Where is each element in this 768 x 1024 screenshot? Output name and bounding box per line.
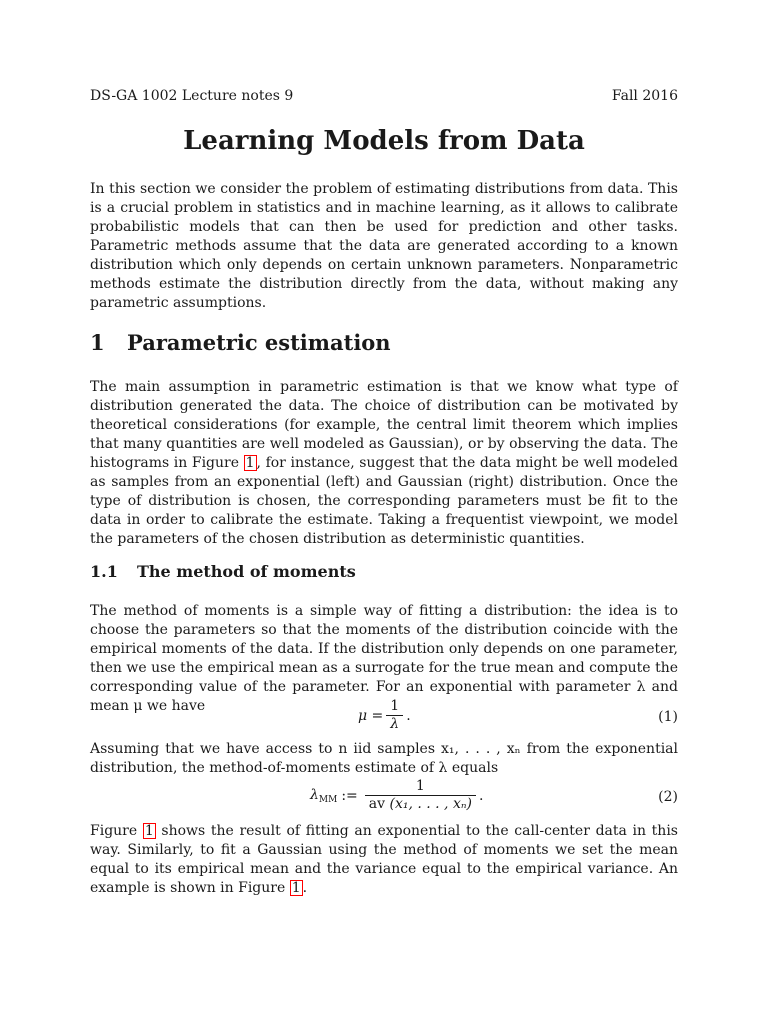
section-title: Parametric estimation [127, 330, 391, 355]
section-paragraph [90, 378, 678, 549]
eq2-trail: . [479, 787, 484, 804]
eq1-lhs: μ = [358, 707, 384, 724]
fitting-text-suffix: . [302, 880, 308, 896]
eq2-lhs-symbol: λ [310, 786, 319, 803]
intro-paragraph: In this section we consider the problem of estimating distributions from data. This is a crucial problem in statistics and in machine learning, as it allows to calibrate probabilistic models that can then be used for prediction and other tasks. Parametric methods assume that the data are generated according to a known distribution which only depends on certain unknown parameters. Nonparametric methods estimate the distribution directly from the data, without making any parametric assumptions. [90, 181, 678, 311]
section-heading [90, 330, 391, 355]
eq2-denominator [365, 795, 476, 813]
eq2-den-args: (x₁, . . . , xₙ) [389, 796, 472, 812]
equation-1-body [358, 698, 411, 733]
equation-2 [90, 778, 678, 818]
equation-2-body [310, 778, 483, 813]
subsection-number: 1.1 [90, 562, 118, 581]
moments-paragraph: The method of moments is a simple way of fitting a distribution: the idea is to choose the parameters so that the moments of the distribution coincide with the empirical moments of the data. If the distribution only depends on one parameter, then we use the empirical mean as a surrogate for the true mean and compute the corresponding value of the parameter. For an exponential with parameter λ and mean μ we have [90, 603, 678, 714]
eq2-numerator: 1 [415, 778, 425, 794]
eq2-assign: := [341, 787, 358, 804]
equation-1-number: (1) [658, 709, 678, 725]
equation-2-number: (2) [658, 789, 678, 805]
eq1-denominator: λ [386, 715, 403, 733]
eq1-fraction [386, 698, 403, 733]
figure-reference-link[interactable]: 1 [144, 823, 154, 839]
equation-1 [90, 698, 678, 738]
figure-reference-link[interactable]: 1 [291, 880, 301, 896]
course-label: DS-GA 1002 Lecture notes 9 [90, 88, 294, 104]
section-number: 1 [90, 330, 105, 355]
document-title: Learning Models from Data [183, 126, 585, 156]
eq2-den-operator: av [368, 796, 386, 812]
eq1-numerator: 1 [390, 698, 400, 714]
section-text-a: The main assumption in parametric estimation is that we know what type of distribution generated the data. The choice of distribution can be motivated by theoretical considerations (for example, the central limit theorem which implies that many quantities are well modeled as Gaussian), or by observing the data. The histograms in Figure [90, 379, 678, 471]
eq2-fraction [365, 778, 476, 813]
subsection-title: The method of moments [137, 562, 356, 581]
fitting-text-prefix: Figure [90, 823, 143, 839]
eq1-trail: . [406, 707, 411, 724]
figure-reference-link[interactable]: 1 [245, 455, 255, 471]
subsection-heading [90, 562, 356, 581]
eq2-lhs-subscript: MM [318, 794, 338, 805]
samples-paragraph: Assuming that we have access to n iid samples x₁, . . . , xₙ from the exponential distribution, the method-of-moments estimate of λ equals [90, 741, 678, 776]
fitting-paragraph [90, 822, 678, 898]
eq2-lhs [310, 787, 337, 805]
term-label: Fall 2016 [611, 88, 678, 104]
fitting-text-middle: shows the result of fitting an exponential to the call-center data in this way. Similarly, to fit a Gaussian using the method of moments we set the mean equal to its empirical mean and the variance equal to the empirical variance. An example is shown in Figure [90, 823, 678, 896]
section-text-b: , for instance, suggest that the data might be well modeled as samples from an exponential (left) and Gaussian (right) distribution. Once the type of distribution is chosen, the corresponding parameters must be fit to the data in order to calibrate the estimate. Taking a frequentist viewpoint, we model the parameters of the chosen distribution as deterministic quantities. [90, 455, 678, 547]
